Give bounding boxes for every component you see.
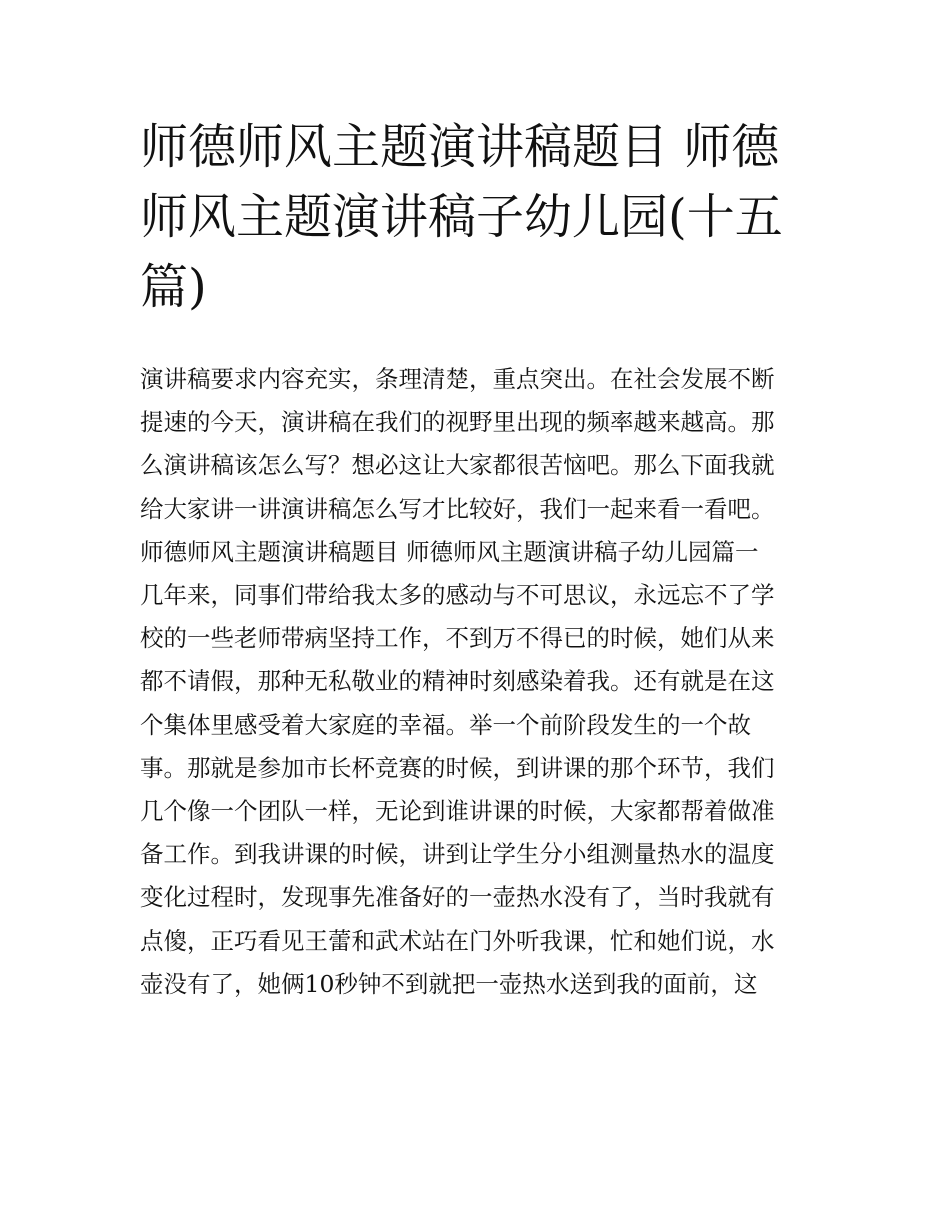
body-line-6: 几年来，同事们带给我太多的感动与不可思议，永远忘不了学 — [140, 581, 775, 610]
body-line-13: 变化过程时，发现事先准备好的一壶热水没有了，当时我就有 — [140, 883, 775, 912]
body-line-1: 演讲稿要求内容充实，条理清楚，重点突出。在社会发展不断 — [140, 365, 775, 393]
body-line-7: 校的一些老师带病坚持工作，不到万不得已的时候，她们从来 — [140, 624, 775, 653]
document-title — [140, 112, 812, 322]
body-line-11: 几个像一个团队一样，无论到谁讲课的时候，大家都帮着做准 — [140, 797, 775, 826]
title-line-3: 篇) — [140, 259, 207, 315]
title-line-1: 师德师风主题演讲稿题目 师德 — [140, 119, 780, 175]
body-line-4: 给大家讲一讲演讲稿怎么写才比较好，我们一起来看一看吧。 — [140, 494, 775, 523]
document-body — [140, 358, 820, 1006]
body-line-15: 壶没有了，她俩10秒钟不到就把一壶热水送到我的面前，这 — [140, 969, 758, 998]
body-line-10: 事。那就是参加市长杯竞赛的时候，到讲课的那个环节，我们 — [140, 753, 775, 782]
title-line-2: 师风主题演讲稿子幼儿园(十五 — [140, 189, 783, 245]
body-line-9: 个集体里感受着大家庭的幸福。举一个前阶段发生的一个故 — [140, 710, 751, 739]
section-heading: 师德师风主题演讲稿题目 师德师风主题演讲稿子幼儿园篇一 — [140, 537, 759, 566]
body-line-2: 提速的今天，演讲稿在我们的视野里出现的频率越来越高。那 — [140, 408, 775, 437]
body-line-14: 点傻，正巧看见王蕾和武术站在门外听我课，忙和她们说，水 — [140, 926, 775, 955]
body-line-12: 备工作。到我讲课的时候，讲到让学生分小组测量热水的温度 — [140, 840, 775, 869]
body-line-3: 么演讲稿该怎么写？想必这让大家都很苦恼吧。那么下面我就 — [140, 451, 775, 480]
body-line-8: 都不请假，那种无私敬业的精神时刻感染着我。还有就是在这 — [140, 667, 775, 696]
